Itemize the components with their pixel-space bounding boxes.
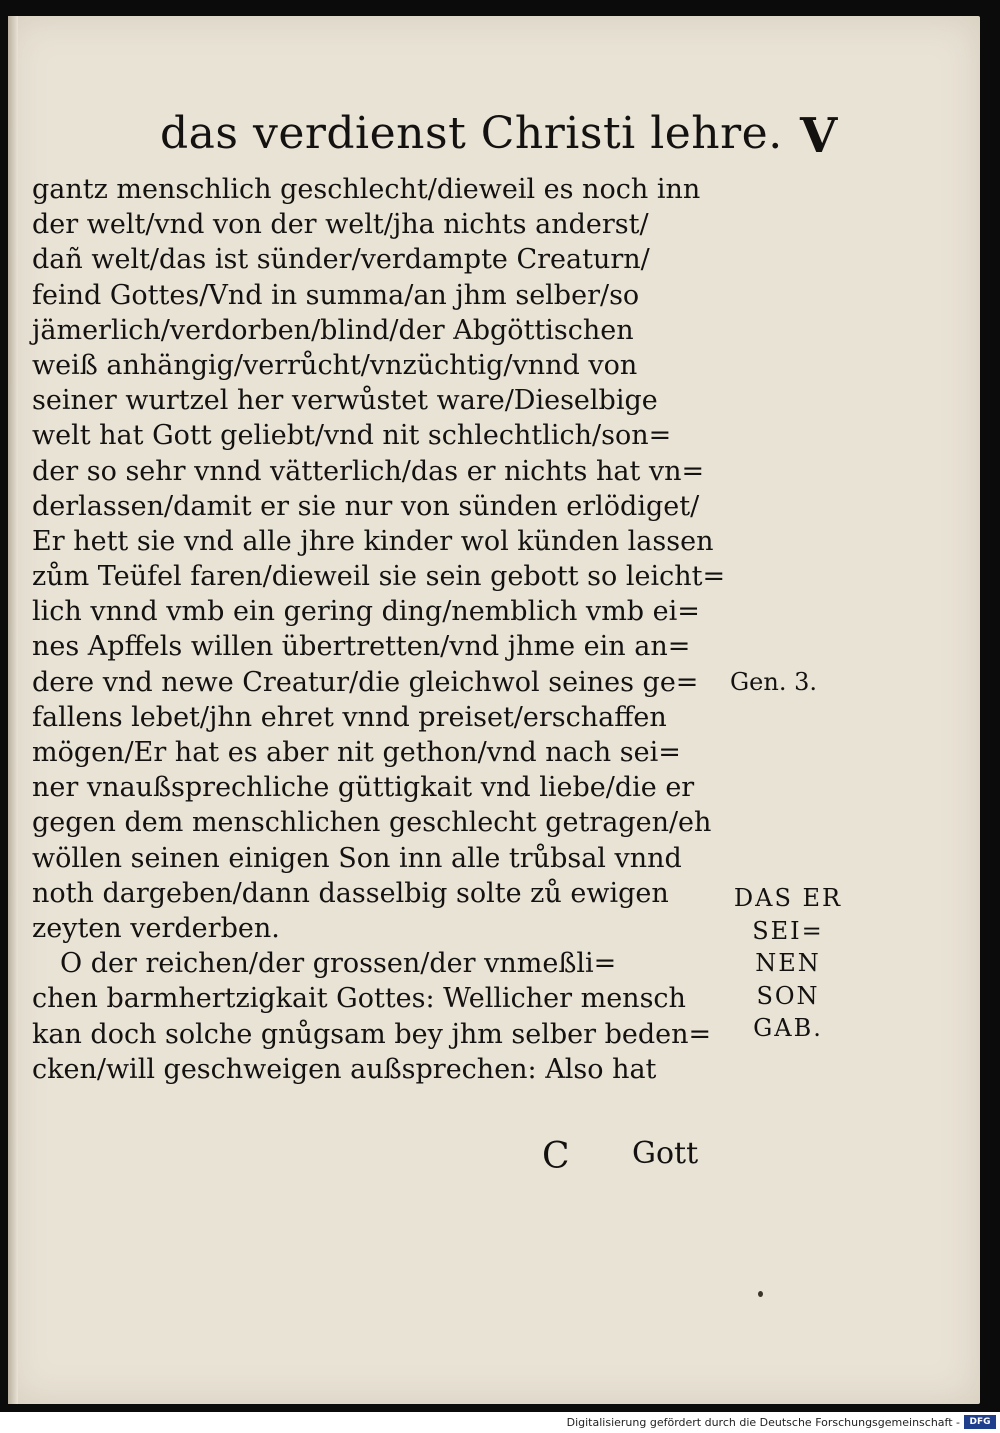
text-line: cken/will geschweigen außsprechen: Also hat (32, 1053, 657, 1085)
text-line: jämerlich/verdorben/blind/der Abgöttischen (32, 314, 634, 346)
marginal-heading-line: DAS ER (733, 884, 843, 912)
text-line: der so sehr vnnd vätterlich/das er nichts hat vn= (32, 455, 705, 487)
marginal-heading-line: SEI= (752, 916, 824, 945)
catchword: Gott (632, 1136, 699, 1171)
text-line: Er hett sie vnd alle jhre kinder wol künden lassen (32, 525, 714, 557)
text-line: dañ welt/das ist sünder/verdampte Creaturn/ (32, 244, 650, 276)
marginal-reference: Gen. 3. (730, 668, 817, 696)
folio-signature: V (800, 108, 838, 164)
text-line: lich vnnd vmb ein gering ding/nemblich vmb ei= (32, 596, 700, 628)
text-line: fallens lebet/jhn ehret vnnd preiset/erschaffen (32, 701, 667, 733)
marginal-heading-line: SON (756, 981, 820, 1010)
text-line: weiß anhängig/verrůcht/vnzüchtig/vnnd von (32, 349, 638, 381)
main-text-block (32, 172, 726, 1087)
text-line: kan doch solche gnůgsam bey jhm selber beden= (32, 1018, 712, 1050)
marginal-heading-line: NEN (755, 949, 821, 977)
text-line: seiner wurtzel her verwůstet ware/Dieselbige (32, 385, 658, 417)
page-gutter-shadow (8, 16, 18, 1404)
signature-mark: C (542, 1136, 570, 1177)
text-line: welt hat Gott geliebt/vnd nit schlechtlich/son= (32, 420, 672, 452)
digitization-footer (0, 1412, 1000, 1433)
marginal-heading (718, 882, 858, 1045)
marginal-heading-line: GAB. (753, 1014, 823, 1042)
text-line: gegen dem menschlichen geschlecht getragen/eh (32, 807, 712, 839)
running-head: das verdienst Christi lehre. (160, 108, 783, 159)
catchword-line (32, 1136, 722, 1176)
text-line: nes Apffels willen übertretten/vnd jhme ein an= (32, 631, 691, 663)
text-line: chen barmhertzigkait Gottes: Wellicher mensch (32, 983, 686, 1015)
dfg-logo: DFG (964, 1415, 996, 1429)
text-line: ner vnaußsprechliche güttigkait vnd liebe/die er (32, 772, 695, 804)
text-line: feind Gottes/Vnd in summa/an jhm selber/so (32, 279, 640, 311)
text-line-paragraph-start: O der reichen/der grossen/der vnmeßli= (60, 948, 617, 980)
text-line: zům Teüfel faren/dieweil sie sein gebott so leicht= (32, 561, 726, 593)
text-line: wöllen seinen einigen Son inn alle trůbsal vnnd (32, 842, 682, 874)
text-line: derlassen/damit er sie nur von sünden erlödiget/ (32, 490, 700, 522)
text-line: zeyten verderben. (32, 912, 280, 944)
text-line: gantz menschlich geschlecht/dieweil es noch inn (32, 174, 701, 205)
text-line: noth dargeben/dann dasselbig solte zů ewigen (32, 877, 669, 909)
paper-speck (758, 1291, 763, 1297)
text-line: der welt/vnd von der welt/jha nichts anderst/ (32, 209, 649, 241)
funding-credit: Digitalisierung gefördert durch die Deutsche Forschungsgemeinschaft - (566, 1416, 960, 1429)
text-line: dere vnd newe Creatur/die gleichwol seines ge= (32, 666, 699, 698)
text-line: mögen/Er hat es aber nit gethon/vnd nach sei= (32, 737, 681, 768)
